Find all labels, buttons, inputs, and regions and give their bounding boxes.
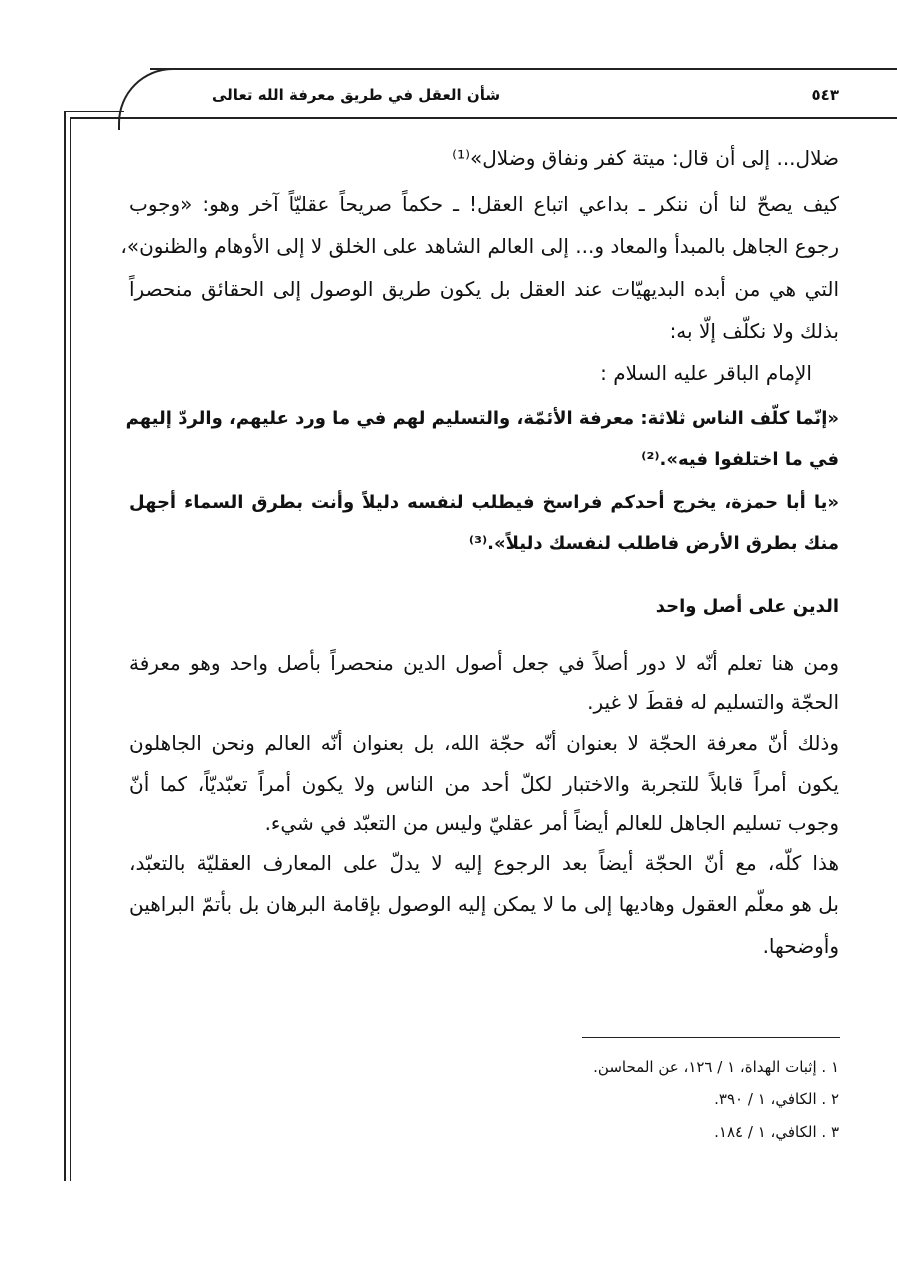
text-line: بل هو معلّم العقول وهاديها إلى ما لا يمكن إليه الوصول بإقامة البرهان بل بأتمّ البراهين [129,892,839,916]
text-line: وذلك أنّ معرفة الحجّة لا بعنوان أنّه حجّة الله، بل بعنوان أنّه العالم ونحن الجاهلون [129,731,839,755]
margin-rule-outer [64,111,66,1181]
text-line: هذا كلّه، مع أنّ الحجّة أيضاً بعد الرجوع إليه لا يدلّ على المعارف العقليّة بالتعبّد، [129,851,839,875]
text-line: رجوع الجاهل بالمبدأ والمعاد و... إلى العالم الشاهد على الخلق لا إلى الأوهام والظنون»، [120,234,839,258]
text-line: التي هي من أبده البديهيّات عند العقل بل يكون طريق الوصول إلى الحقائق منحصراً [129,277,839,301]
quote-line: منك بطرق الأرض فاطلب لنفسك دليلاً».⁽³⁾ [468,533,839,554]
footnote: ١ . إثبات الهداة، ١ / ١٢٦، عن المحاسن. [593,1058,839,1076]
footnote: ٢ . الكافي، ١ / ٣٩٠. [714,1090,839,1108]
header-divider [70,117,897,119]
quote-line: «يا أبا حمزة، يخرج أحدكم فراسخ فيطلب لنفسه دليلاً وأنت بطرق السماء أجهل [129,492,839,513]
footnote: ٣ . الكافي، ١ / ١٨٤. [714,1123,839,1141]
page-number: ٥٤٣ [811,86,839,104]
quote-line: في ما اختلفوا فيه».⁽²⁾ [641,449,839,470]
header-divider-outer [64,111,124,112]
margin-rule-inner [70,117,71,1181]
text-line: ضلال... إلى أن قال: ميتة كفر ونفاق وضلال»⁽¹⁾ [452,146,839,170]
header-frame-line [150,68,897,70]
text-line: وأوضحها. [762,934,839,958]
section-heading: الدين على أصل واحد [655,596,839,617]
text-line: الحجّة والتسليم له فقطَ لا غير. [587,690,839,714]
text-line: يكون أمراً قابلاً للتجربة والاختبار لكلّ أحد من الناس ولا يكون أمراً تعبّديّاً، كما أنّ [129,772,839,796]
header-frame-curve [118,68,180,130]
quote-line: «إنّما كلّف الناس ثلاثة: معرفة الأئمّة، والتسليم لهم في ما ورد عليهم، والردّ إليهم [125,408,839,429]
text-line: الإمام الباقر عليه السلام : [600,361,812,385]
text-line: وجوب تسليم الجاهل للعالم أيضاً أمر عقليّ وليس من التعبّد في شيء. [264,811,839,835]
text-line: كيف يصحّ لنا أن ننكر ـ بداعي اتباع العقل! ـ حكماً صريحاً عقليّاً آخر وهو: «وجوب [129,192,839,216]
text-line: بذلك ولا نكلّف إلّا به: [669,319,839,343]
footnote-separator [582,1037,840,1038]
text-line: ومن هنا تعلم أنّه لا دور أصلاً في جعل أصول الدين منحصراً بأصل واحد وهو معرفة [129,651,839,675]
running-title: شأن العقل في طريق معرفة الله تعالى [212,86,501,104]
